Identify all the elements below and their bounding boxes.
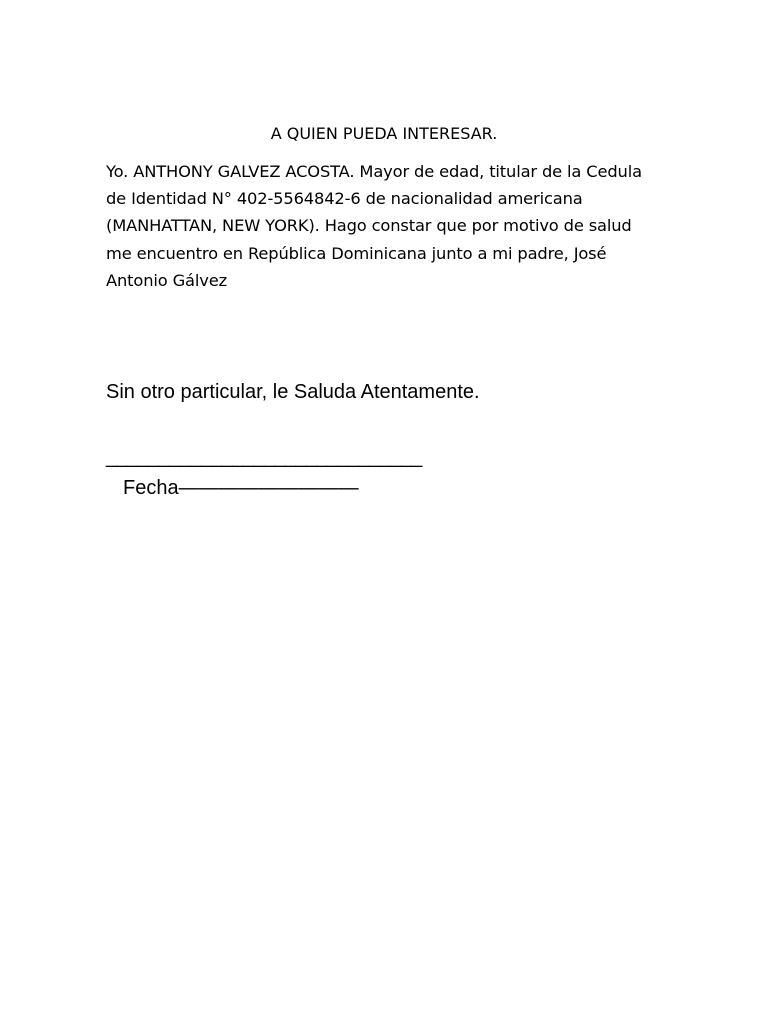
paragraph-line: Yo. ANTHONY GALVEZ ACOSTA. Mayor de edad, titular de la Cedula — [106, 162, 642, 181]
paragraph-line: (MANHATTAN, NEW YORK). Hago constar que por motivo de salud — [106, 216, 632, 236]
paragraph-line: Antonio Gálvez — [106, 270, 227, 290]
paragraph-line: de Identidad N° 402-5564842-6 de nacionalidad americana — [106, 189, 583, 209]
paragraph-line: me encuentro en República Dominicana junto a mi padre, José — [106, 243, 607, 263]
letter-body-paragraph — [106, 158, 686, 294]
letter-title: A QUIEN PUEDA INTERESAR. — [270, 124, 498, 143]
closing-salutation: Sin otro particular, le Saluda Atentamente. — [106, 381, 480, 403]
signature-line: ______________________________ — [106, 446, 422, 468]
date-line: Fecha————————— — [123, 477, 359, 499]
